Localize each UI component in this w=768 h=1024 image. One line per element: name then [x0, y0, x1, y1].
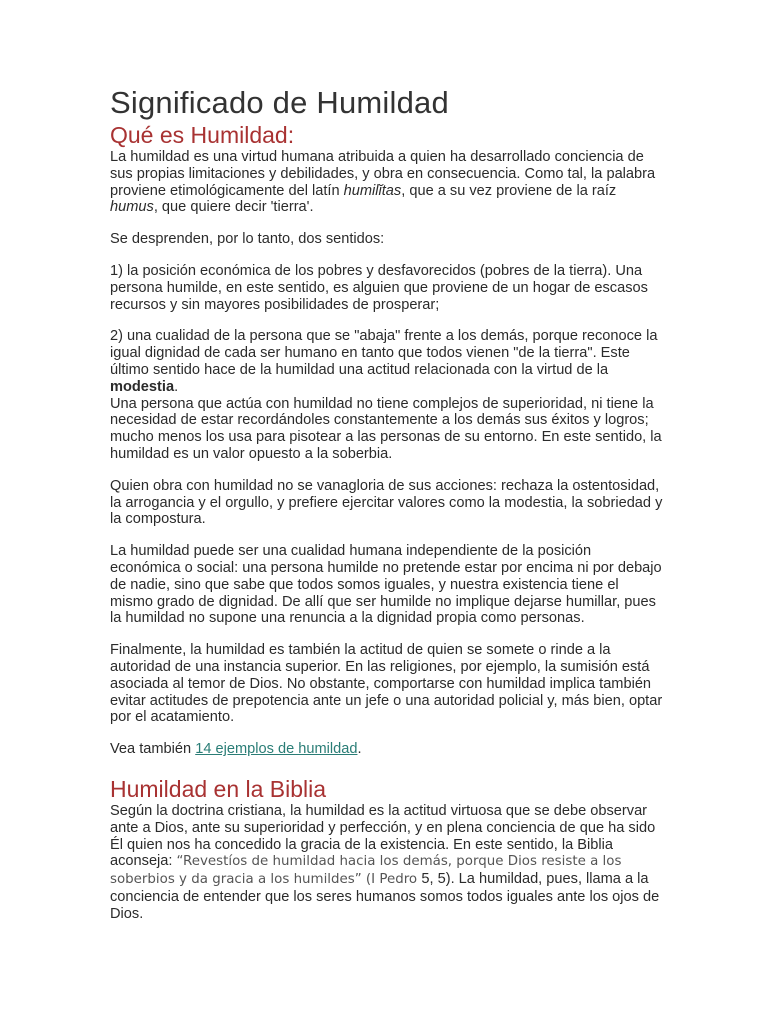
text-span: , que quiere decir 'tierra'.	[153, 199, 314, 216]
paragraph-no-vanagloria: Quien obra con humildad no se vanagloria de sus acciones: rechaza la ostentosidad, la arrogancia y el orgullo, y prefiere ejercitar valores como la modestia, la sobriedad y la compostura.	[110, 477, 663, 528]
bold-term-modestia: modestia	[110, 378, 175, 395]
paragraph-see-also	[110, 741, 664, 758]
paragraph-humble-person: Una persona que actúa con humildad no tiene complejos de superioridad, ni tiene la necesidad de estar recordándoles constantemente a los demás sus éxitos y logros; mucho menos los usa para pisotear a las personas de su entorno. En este sentido, la humildad es un valor opuesto a la soberbia.	[110, 395, 662, 462]
paragraph-sense-two	[110, 328, 664, 395]
text-span: ). La humildad, pues, llama a la conciencia de entender que los seres humanos somos todos iguales ante los ojos de Dios.	[110, 871, 660, 922]
bible-reference: 5, 5	[421, 871, 446, 888]
text-span: 2) una cualidad de la persona que se "abaja" frente a los demás, porque reconoce la igual dignidad de cada ser humano en tanto que todos vienen "de la tierra". Este último sentido hace de la humildad una actitud relacionada con la virtud de la	[110, 328, 658, 378]
text-span: , que a su vez proviene de la raíz	[401, 182, 617, 199]
paragraph-two-senses: Se desprenden, por lo tanto, dos sentidos:	[110, 231, 385, 248]
section-heading-que-es: Qué es Humildad:	[110, 122, 295, 148]
see-also-prefix: Vea también	[110, 741, 196, 758]
section-heading-biblia: Humildad en la Biblia	[110, 775, 327, 802]
page-title: Significado de Humildad	[110, 85, 449, 120]
link-14-ejemplos[interactable]: 14 ejemplos de humildad	[195, 741, 358, 758]
paragraph-independent-position: La humildad puede ser una cualidad humana independiente de la posición económica o social: una persona humilde no pretende estar por encima ni por debajo de nadie, sino que sabe que todos somos iguales, y nuestra existencia tiene el mismo grado de dignidad. De allí que ser humilde no implique dejarse humillar, pues la humildad no supone una renuncia a la dignidad propia como personas.	[110, 543, 662, 627]
latin-term: humilĭtas	[343, 182, 402, 199]
text-span: .	[174, 378, 179, 395]
paragraph-biblia	[110, 803, 664, 923]
paragraph-sense-one: 1) la posición económica de los pobres y desfavorecidos (pobres de la tierra). Una persona humilde, en este sentido, es alguien que proviene de un hogar de escasos recursos y sin mayores posibilidades de prosperar;	[110, 262, 648, 313]
see-also-suffix: .	[357, 741, 362, 758]
bible-quote: “Revestíos de humildad hacia los demás, porque Dios resiste a los soberbios y da gracia a los humildes” (I Pedro	[110, 854, 622, 888]
paragraph-definition	[110, 149, 664, 216]
root-term: humus	[110, 199, 154, 216]
paragraph-submission: Finalmente, la humildad es también la actitud de quien se somete o rinde a la autoridad de una instancia superior. En las religiones, por ejemplo, la sumisión está asociada al temor de Dios. No obstante, comportarse con humildad implica también evitar actitudes de prepotencia ante un jefe o una autoridad policial y, más bien, optar por el acatamiento.	[110, 642, 663, 726]
text-span: Según la doctrina cristiana, la humildad es la actitud virtuosa que se debe observar ante a Dios, ante su superioridad y perfección, y en plena conciencia de que ha sido Él quien nos ha concedido la gracia de la existencia. En este sentido, la Biblia aconseja:	[110, 802, 656, 870]
text-span: La humildad es una virtud humana atribuida a quien ha desarrollado conciencia de sus propias limitaciones y debilidades, y obra en consecuencia. Como tal, la palabra proviene etimológicamente del latín	[110, 149, 656, 199]
